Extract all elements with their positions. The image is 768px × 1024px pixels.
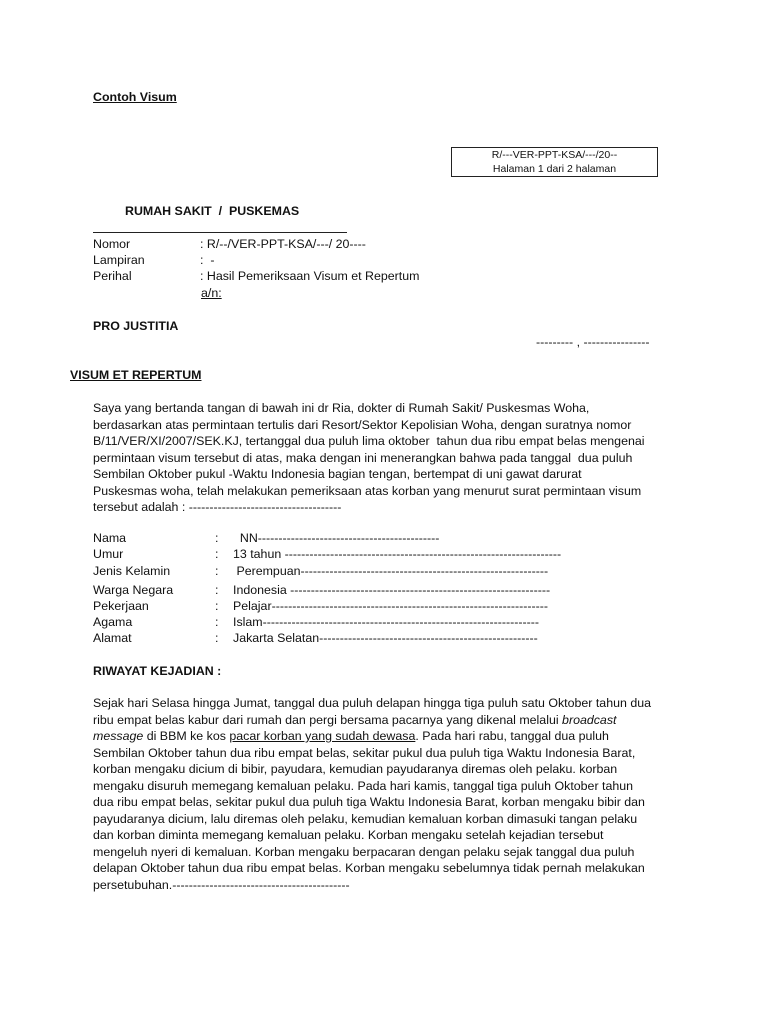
identity-value: Indonesia --------------------------------------------------------------- <box>233 583 551 597</box>
perihal-atas-nama: a/n: <box>201 286 222 300</box>
intro-line: B/11/VER/XI/2007/SEK.KJ, tertanggal dua puluh lima oktober tahun dua ribu empat belas mengenai <box>93 434 645 448</box>
identity-value: Jakarta Selatan----------------------------------------------------- <box>233 631 538 645</box>
identity-label: Alamat <box>93 631 132 645</box>
page-count: Halaman 1 dari 2 halaman <box>492 162 617 175</box>
riwayat-line: dan korban diminta memegang kemaluan pelaku. Korban mengaku setelah kejadian tersebut <box>93 828 604 842</box>
riwayat-line: Sejak hari Selasa hingga Jumat, tanggal dua puluh delapan hingga tiga puluh satu Oktober tahun dua <box>93 696 651 710</box>
header-divider <box>93 232 347 233</box>
riwayat-text: ribu empat belas kabur dari rumah dan pergi bersama pacarnya yang dikenal melalui <box>93 712 563 727</box>
riwayat-text: . Pada hari rabu, tanggal dua puluh <box>415 729 609 743</box>
identity-colon: : <box>215 599 219 613</box>
meta-label-perihal: Perihal <box>93 269 132 283</box>
institution-name: RUMAH SAKIT / PUSKEMAS <box>125 204 300 218</box>
identity-label: Umur <box>93 547 124 561</box>
identity-colon: : <box>215 631 219 645</box>
identity-value: 13 tahun ------------------------------------------------------------------- <box>233 547 562 561</box>
reference-number: R/---VER-PPT-KSA/---/20-- <box>491 149 618 161</box>
identity-value: Islam------------------------------------------------------------------- <box>233 615 540 629</box>
riwayat-line: Sembilan Oktober tahun dua ribu empat belas, sekitar pukul dua puluh tiga Waktu Indonesia Barat, <box>93 745 636 760</box>
riwayat-italic: message <box>93 729 144 743</box>
identity-label: Warga Negara <box>93 583 174 597</box>
riwayat-line: dua ribu empat belas, sekitar pukul dua puluh tiga Waktu Indonesia Barat, korban mengaku bibir dan <box>93 795 645 809</box>
meta-label-nomor: Nomor <box>93 237 131 251</box>
place-date: --------- , ---------------- <box>536 335 650 349</box>
intro-line: berdasarkan atas permintaan tertulis dari Resort/Sektor Kepolisian Woha, dengan suratnya nomor <box>93 417 632 432</box>
riwayat-text: di BBM ke kos <box>143 729 230 743</box>
riwayat-italic: broadcast <box>562 712 617 727</box>
identity-value: Perempuan------------------------------------------------------------ <box>233 564 549 578</box>
riwayat-line: payudaranya dicium, lalu diremas oleh pelaku, kemudian kemaluan korban dimasuki tangan pelaku <box>93 811 638 826</box>
identity-label: Jenis Kelamin <box>93 564 171 578</box>
meta-label-lampiran: Lampiran <box>93 253 145 267</box>
identity-label: Agama <box>93 615 133 629</box>
pro-justitia: PRO JUSTITIA <box>93 319 179 333</box>
meta-value-perihal: : Hasil Pemeriksaan Visum et Repertum <box>200 269 420 283</box>
riwayat-line: mengaku disuruh memegang kemaluan pelaku. Pada hari kamis, tanggal tiga puluh Oktober tahun <box>93 778 634 793</box>
identity-colon: : <box>215 531 219 545</box>
intro-line: Saya yang bertanda tangan di bawah ini dr Ria, dokter di Rumah Sakit/ Puskesmas Woha, <box>93 401 590 415</box>
document-title: Contoh Visum <box>93 90 177 104</box>
riwayat-underlined: pacar korban yang sudah dewasa <box>229 729 416 743</box>
riwayat-line: persetubuhan.------------------------------------------- <box>93 877 350 892</box>
identity-value: NN-------------------------------------------- <box>233 531 440 545</box>
intro-line: Sembilan Oktober pukul -Waktu Indonesia bagian tengan, bertempat di uni gawat darurat <box>93 467 582 481</box>
reference-box <box>451 147 658 177</box>
intro-line: tersebut adalah : ------------------------------------- <box>93 500 342 514</box>
identity-colon: : <box>215 615 219 629</box>
identity-label: Nama <box>93 531 127 545</box>
meta-value-lampiran: : - <box>200 253 215 267</box>
intro-line: permintaan visum tersebut di atas, maka dengan ini menerangkan bahwa pada tanggal dua puluh <box>93 450 633 465</box>
section-visum-et-repertum: VISUM ET REPERTUM <box>70 368 202 382</box>
identity-colon: : <box>215 547 219 561</box>
identity-colon: : <box>215 583 219 597</box>
identity-label: Pekerjaan <box>93 599 149 613</box>
riwayat-line: korban mengaku dicium di bibir, payudara, kemudian payudaranya diremas oleh pelaku. korban <box>93 762 618 776</box>
intro-line: Puskesmas woha, telah melakukan pemeriksaan atas korban yang menurut surat permintaan visum <box>93 483 642 498</box>
meta-value-nomor: : R/--/VER-PPT-KSA/---/ 20---- <box>200 237 366 251</box>
riwayat-line: delapan Oktober tahun dua ribu empat belas. Korban mengaku sebelumnya tidak pernah melakukan <box>93 861 645 875</box>
section-riwayat-kejadian: RIWAYAT KEJADIAN : <box>93 664 222 678</box>
identity-value: Pelajar------------------------------------------------------------------- <box>233 599 549 613</box>
riwayat-line: mengeluh nyeri di kemaluan. Korban mengaku berpacaran dengan pelaku sejak tanggal dua puluh <box>93 844 635 859</box>
riwayat-line <box>93 728 609 744</box>
identity-colon: : <box>215 564 219 578</box>
riwayat-line <box>93 712 616 728</box>
